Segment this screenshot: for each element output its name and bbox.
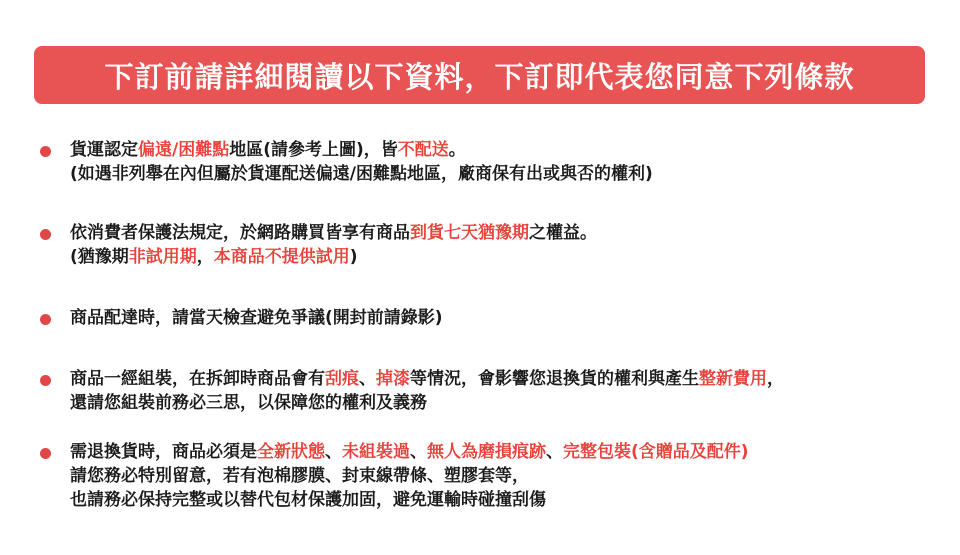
notice-text-segment: 地區(請參考上圖)，皆	[229, 140, 398, 160]
highlight-text: 本商品不提供試用	[213, 247, 350, 267]
notice-text-segment: (如遇非列舉在內但屬於貨運配送偏遠/困難點地區，廠商保有出或與否的權利)	[70, 164, 653, 184]
notice-text	[70, 440, 749, 512]
bullet-dot-icon	[40, 448, 51, 459]
highlight-text: 全新狀態	[257, 442, 325, 462]
notice-line	[70, 488, 749, 512]
notice-text-segment: ，	[196, 247, 214, 267]
notice-text	[70, 138, 653, 186]
bullet-dot-icon	[40, 229, 51, 240]
notice-text-segment: 。	[448, 140, 466, 160]
notice-line	[70, 440, 749, 464]
bullet-dot-icon	[40, 375, 51, 386]
notice-line	[70, 367, 784, 391]
notice-line	[70, 221, 597, 245]
notice-text-segment: 、	[410, 442, 427, 462]
notice-line	[70, 306, 443, 330]
highlight-text: 刮痕	[325, 369, 359, 389]
notice-text	[70, 367, 784, 415]
bullet-dot-icon	[40, 146, 51, 157]
notice-text-segment: 商品一經組裝，在拆卸時商品會有	[70, 369, 325, 389]
highlight-text: 非試用期	[128, 247, 197, 267]
notice-text	[70, 221, 597, 269]
notice-text	[70, 306, 443, 330]
highlight-text: 掉漆	[376, 369, 410, 389]
highlight-text: 到貨七天猶豫期	[410, 223, 529, 243]
notice-text-segment: 、	[359, 369, 376, 389]
notice-text-segment: )	[349, 247, 358, 267]
highlight-text: 偏遠/困難點	[138, 140, 230, 160]
notice-text-segment: 等情況，會影響您退換貨的權利與產生	[410, 369, 699, 389]
notice-text-segment: 商品配達時，請當天檢查避免爭議(開封前請錄影)	[70, 308, 443, 328]
notice-line	[70, 464, 749, 488]
highlight-text: 完整包裝(含贈品及配件)	[563, 442, 749, 462]
notice-text-segment: ，	[767, 369, 784, 389]
notice-text-segment: 也請務必保持完整或以替代包材保護加固，避免運輸時碰撞刮傷	[70, 490, 546, 510]
notice-text-segment: (猶豫期	[70, 247, 129, 267]
highlight-text: 未組裝過	[342, 442, 410, 462]
notice-line	[70, 245, 597, 269]
banner-title: 下訂前請詳細閱讀以下資料，下訂即代表您同意下列條款	[104, 59, 855, 94]
highlight-text: 無人為磨損痕跡	[427, 442, 546, 462]
notice-text-segment: 、	[546, 442, 563, 462]
notice-line	[70, 138, 653, 162]
notice-text-segment: 還請您組裝前務必三思，以保障您的權利及義務	[70, 393, 427, 413]
notice-line	[70, 162, 653, 186]
notice-text-segment: 請您務必特別留意，若有泡棉膠膜、封束線帶條、塑膠套等，	[70, 466, 529, 486]
notice-text-segment: 、	[325, 442, 342, 462]
highlight-text: 整新費用	[699, 369, 767, 389]
notice-text-segment: 貨運認定	[70, 140, 138, 160]
highlight-text: 不配送	[397, 140, 449, 160]
notice-text-segment: 依消費者保護法規定，於網路購買皆享有商品	[70, 223, 410, 243]
notice-text-segment: 之權益。	[529, 223, 597, 243]
notice-text-segment: 需退換貨時，商品必須是	[70, 442, 257, 462]
bullet-dot-icon	[40, 314, 51, 325]
notice-line	[70, 391, 784, 415]
